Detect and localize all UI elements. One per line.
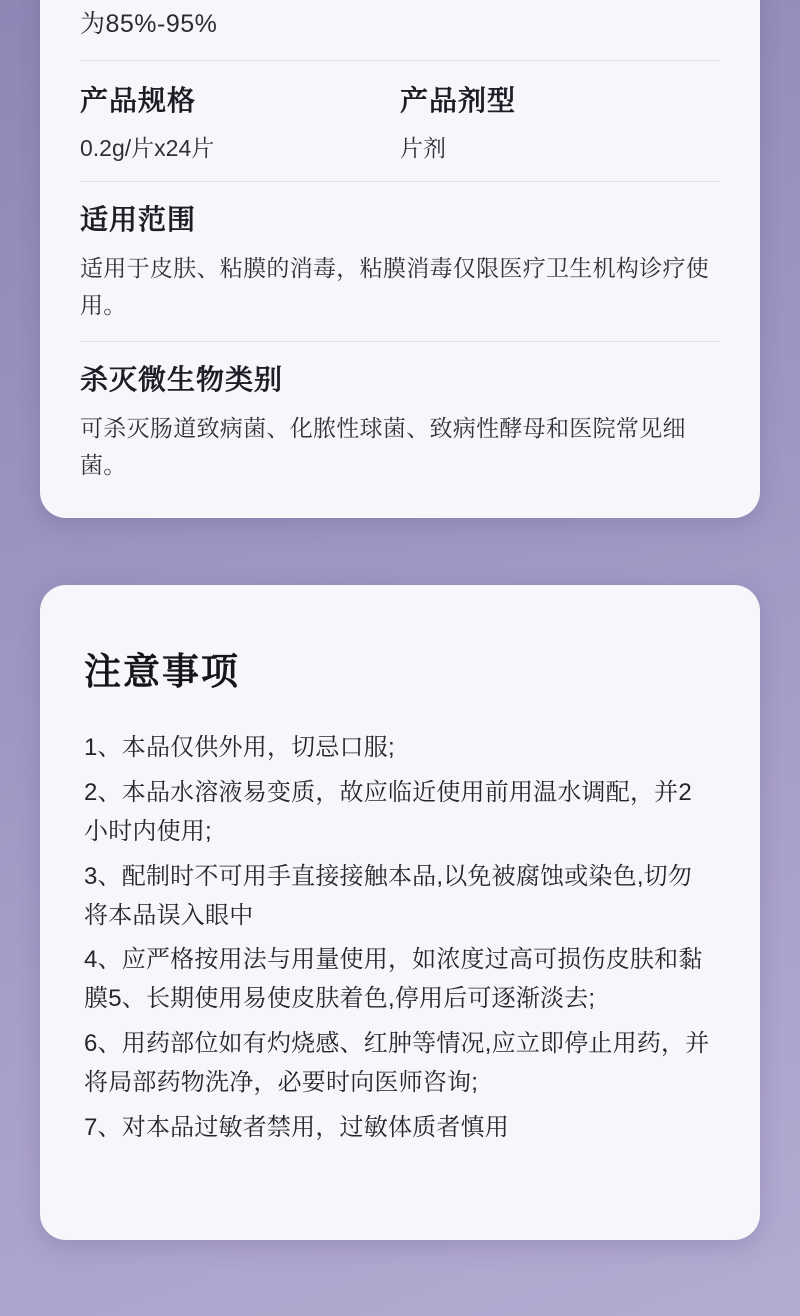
spec-block-scope-title: 适用范围	[80, 204, 197, 235]
notice-card	[40, 585, 760, 1240]
spec-block-microorganisms-title: 杀灭微生物类别	[80, 363, 284, 395]
list-item: 4、应严格按用法与用量使用，如浓度过高可损伤皮肤和黏膜5、长期使用易使皮肤着色,停用后可逐渐淡去;	[84, 946, 703, 1013]
spec-field-specification-value: 0.2g/片x24片	[80, 134, 215, 161]
list-item: 2、本品水溶液易变质，故应临近使用前用温水调配，并2小时内使用;	[84, 778, 692, 845]
spec-field-specification-title: 产品规格	[80, 84, 197, 116]
spec-field-dosage-form-title: 产品剂型	[400, 84, 517, 116]
list-item: 6、用药部位如有灼烧感、红肿等情况,应立即停止用药，并将局部药物洗净，必要时向医师咨询;	[84, 1030, 710, 1096]
notice-list	[84, 729, 716, 1148]
spec-block-scope-text: 适用于皮肤、粘膜的消毒，粘膜消毒仅限医疗卫生机构诊疗使用。	[80, 255, 710, 319]
spec-trailing-text: 为85%-95%	[80, 10, 218, 38]
divider	[80, 181, 720, 182]
list-item: 1、本品仅供外用，切忌口服;	[84, 734, 395, 761]
spec-block-microorganisms-text: 可杀灭肠道致病菌、化脓性球菌、致病性酵母和医院常见细菌。	[80, 414, 686, 478]
spec-block-scope	[80, 198, 720, 325]
divider	[80, 60, 720, 61]
spec-field-dosage-form-value: 片剂	[400, 134, 446, 161]
notice-card-title: 注意事项	[84, 651, 240, 692]
list-item: 7、对本品过敏者禁用，过敏体质者慎用	[84, 1113, 509, 1141]
list-item: 3、配制时不可用手直接接触本品,以免被腐蚀或染色,切勿将本品误入眼中	[84, 862, 693, 929]
spec-field-dosage-form	[400, 79, 720, 166]
divider	[80, 341, 720, 342]
spec-field-row	[80, 79, 720, 166]
product-spec-card	[40, 0, 760, 518]
spec-block-microorganisms	[80, 358, 720, 485]
spec-field-specification	[80, 79, 400, 166]
